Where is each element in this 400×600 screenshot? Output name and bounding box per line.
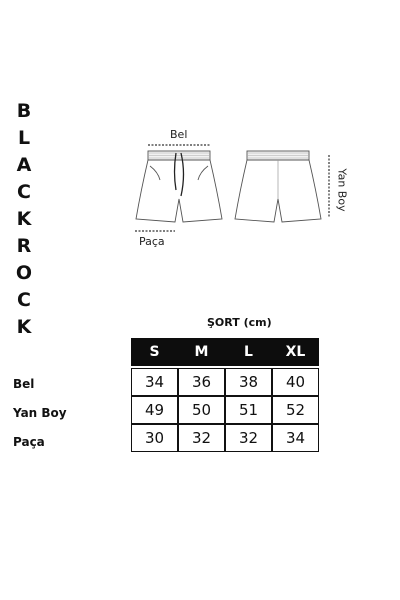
row-label-side-length: Yan Boy	[13, 406, 67, 420]
brand-letter: B	[16, 100, 32, 122]
size-chart-table	[131, 338, 319, 452]
side-length-label-wrapper	[327, 164, 357, 216]
table-cell: 36	[178, 368, 225, 396]
side-length-label: Yan Boy	[335, 168, 349, 212]
table-cell: 32	[225, 424, 272, 452]
brand-letter: R	[16, 235, 32, 257]
size-header-l: L	[225, 338, 272, 366]
table-cell: 38	[225, 368, 272, 396]
table-cell: 51	[225, 396, 272, 424]
size-header-m: M	[178, 338, 225, 366]
size-header-s: S	[131, 338, 178, 366]
table-cell: 50	[178, 396, 225, 424]
size-header-xl: XL	[272, 338, 319, 366]
brand-letter: L	[17, 127, 31, 149]
row-label-hem: Paça	[13, 435, 45, 449]
table-cell: 30	[131, 424, 178, 452]
table-cell: 34	[131, 368, 178, 396]
brand-letter: C	[17, 289, 31, 311]
table-title: ŞORT (cm)	[207, 316, 272, 329]
brand-letter: O	[15, 262, 33, 284]
table-cell: 40	[272, 368, 319, 396]
table-cell: 52	[272, 396, 319, 424]
table-cell: 32	[178, 424, 225, 452]
table-row-side-length	[131, 396, 319, 424]
size-header-row	[131, 338, 319, 366]
table-cell: 49	[131, 396, 178, 424]
brand-letter: K	[16, 208, 32, 230]
table-row-hem	[131, 424, 319, 452]
brand-letter: K	[16, 316, 32, 338]
table-cell: 34	[272, 424, 319, 452]
row-labels	[13, 370, 67, 457]
row-label-waist: Bel	[13, 377, 35, 391]
brand-letter: A	[16, 154, 32, 176]
brand-letter: C	[17, 181, 31, 203]
hem-label: Paça	[139, 235, 165, 248]
shorts-front-icon	[136, 151, 222, 222]
shorts-back-icon	[235, 151, 321, 222]
shorts-diagram	[0, 0, 400, 260]
waist-label: Bel	[170, 128, 188, 141]
table-row-waist	[131, 368, 319, 396]
